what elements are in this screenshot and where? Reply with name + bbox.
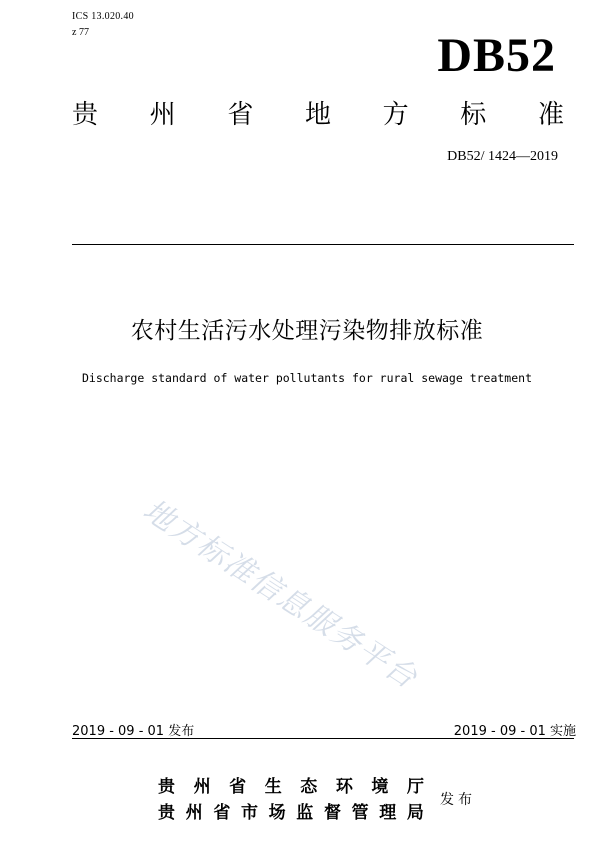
standard-type: [72, 99, 564, 131]
issuer-char: 贵: [158, 777, 175, 797]
standard-type-char: 贵: [72, 100, 99, 130]
issuer-ecology: [158, 774, 424, 800]
issuer-char: 理: [379, 803, 397, 823]
standard-number: DB52/ 1424—2019: [447, 149, 558, 164]
issuer-char: 省: [229, 777, 247, 797]
document-title-cn: 农村生活污水处理污染物排放标准: [130, 318, 484, 344]
issuer-char: 贵: [158, 803, 175, 823]
issuer-char: 州: [185, 803, 203, 823]
issuing-authorities: [158, 774, 424, 826]
issue-date: 2019 - 09 - 01 发布: [72, 724, 195, 739]
issuer-char: 厅: [406, 777, 424, 797]
ccs-code: z 77: [72, 27, 89, 38]
issuer-char: 督: [323, 803, 341, 823]
standard-type-char: 州: [149, 100, 176, 130]
issuer-char: 态: [300, 777, 318, 797]
issuer-char: 州: [193, 777, 211, 797]
top-divider: [72, 244, 574, 245]
bottom-divider: [72, 738, 574, 739]
issuer-char: 境: [371, 777, 389, 797]
issuer-char: 环: [335, 777, 353, 797]
document-title-en: Discharge standard of water pollutants for rural sewage treatment: [81, 371, 533, 385]
standard-type-char: 省: [227, 100, 254, 130]
issuer-char: 监: [296, 803, 314, 823]
standard-type-char: 标: [460, 100, 487, 130]
issuer-char: 管: [351, 803, 369, 823]
issuer-market-regulation: [158, 800, 424, 826]
release-label: 发布: [440, 792, 476, 808]
issuer-char: 市: [240, 803, 258, 823]
issuer-char: 生: [264, 777, 282, 797]
db-code-logo: DB52: [437, 29, 556, 82]
standard-type-char: 方: [382, 100, 409, 130]
issuer-char: 局: [406, 803, 424, 823]
standard-type-char: 准: [537, 100, 564, 130]
issuer-char: 场: [268, 803, 286, 823]
ics-code: ICS 13.020.40: [72, 11, 134, 22]
implementation-date: 2019 - 09 - 01 实施: [453, 724, 576, 739]
watermark: 地方标准信息服务平台: [136, 492, 425, 697]
issuer-char: 省: [213, 803, 231, 823]
standard-type-char: 地: [304, 100, 331, 130]
